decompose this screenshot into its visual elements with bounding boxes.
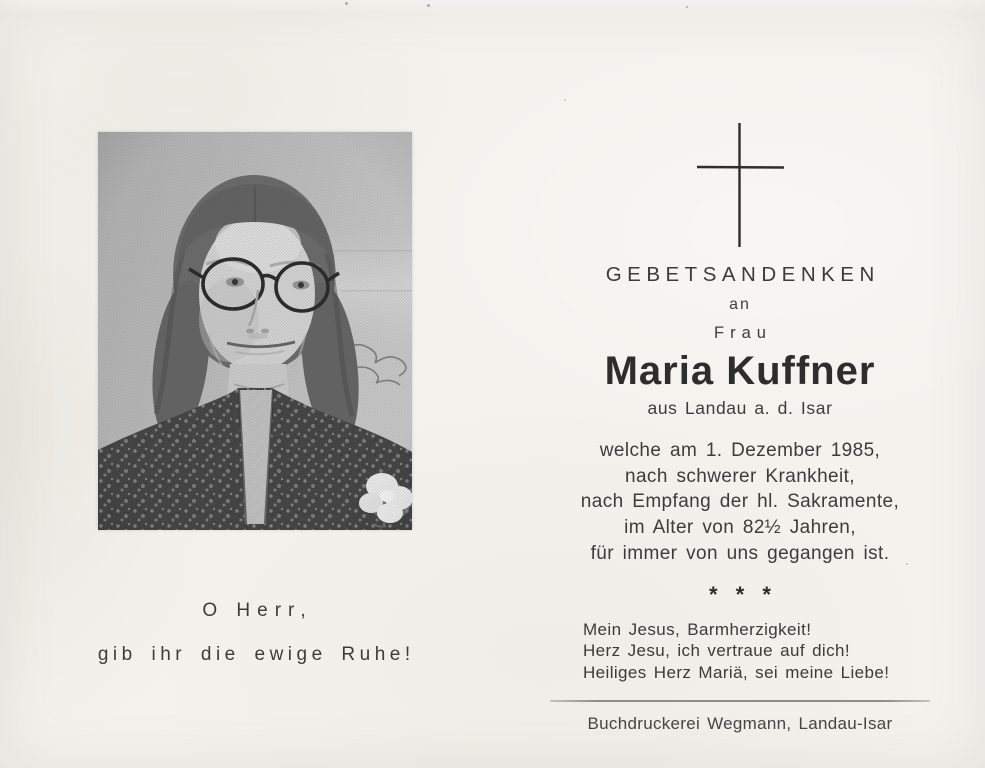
- obituary-line: im Alter von 82½ Jahren,: [624, 517, 856, 539]
- obituary-line: nach Empfang der hl. Sakramente,: [580, 491, 900, 513]
- cross-icon: [680, 117, 800, 253]
- prayer-line-o-herr: O Herr,: [202, 600, 313, 621]
- invocation-line: Herz Jesu, ich vertraue auf dich!: [583, 641, 850, 661]
- obituary-text: [540, 438, 940, 567]
- printer-credit: Buchdruckerei Wegmann, Landau-Isar: [587, 714, 893, 733]
- invocation-prayers: [583, 619, 943, 683]
- scan-speck: [345, 2, 348, 5]
- deceased-origin: aus Landau a. d. Isar: [647, 398, 833, 418]
- obituary-line: für immer von uns gegangen ist.: [590, 542, 890, 564]
- invocation-line: Heiliges Herz Mariä, sei meine Liebe!: [583, 662, 890, 682]
- footer-divider: [550, 700, 930, 702]
- card-heading: GEBETSANDENKEN: [605, 263, 880, 286]
- portrait-photo: [98, 132, 412, 530]
- scan-speck: [686, 6, 688, 8]
- asterisk-separator: * * *: [709, 582, 777, 607]
- preposition-an: an: [729, 296, 751, 313]
- obituary-line: welche am 1. Dezember 1985,: [599, 440, 881, 461]
- deceased-name: Maria Kuffner: [604, 349, 876, 393]
- scan-speck: [564, 99, 566, 101]
- scan-speck: [427, 4, 430, 7]
- prayer-line-ewige-ruhe: gib ihr die ewige Ruhe!: [97, 644, 415, 665]
- invocation-line: Mein Jesus, Barmherzigkeit!: [583, 620, 812, 639]
- obituary-line: nach schwerer Krankheit,: [625, 465, 855, 487]
- salutation-frau: Frau: [714, 324, 772, 342]
- portrait-photo-illustration: [98, 132, 412, 530]
